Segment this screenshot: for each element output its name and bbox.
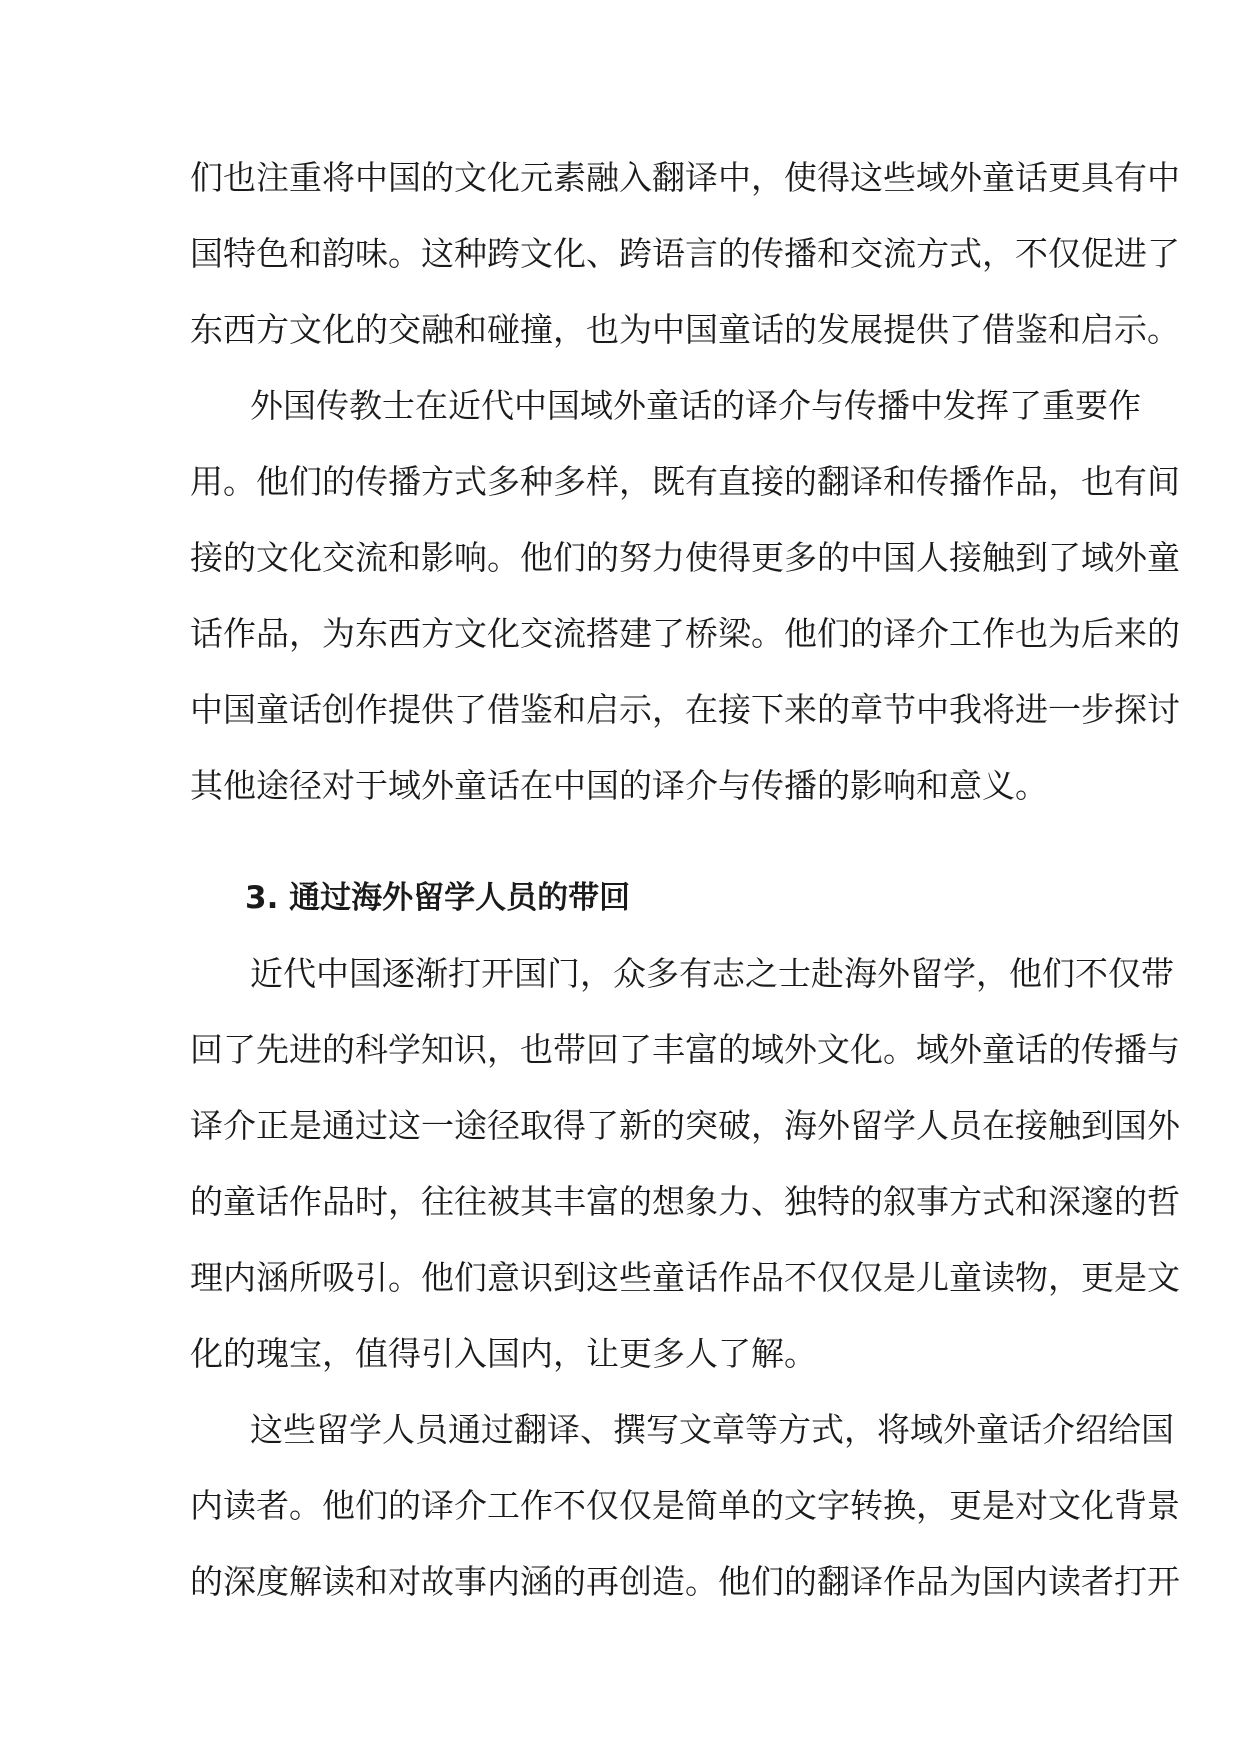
paragraph-line: 化的瑰宝，值得引入国内，让更多人了解。: [190, 1334, 817, 1373]
section-spacer: [190, 824, 1060, 860]
paragraph-line: 中国童话创作提供了借鉴和启示，在接下来的章节中我将进一步探讨: [190, 690, 1180, 729]
paragraph-line: 国特色和韵味。这种跨文化、跨语言的传播和交流方式，不仅促进了: [190, 234, 1180, 273]
paragraph-line: 接的文化交流和影响。他们的努力使得更多的中国人接触到了域外童: [190, 538, 1180, 577]
paragraph-line: 理内涵所吸引。他们意识到这些童话作品不仅仅是儿童读物，更是文: [190, 1258, 1180, 1297]
paragraph-line: 们也注重将中国的文化元素融入翻译中，使得这些域外童话更具有中: [190, 158, 1180, 197]
paragraph-line: 近代中国逐渐打开国门，众多有志之士赴海外留学，他们不仅带: [250, 954, 1174, 993]
paragraph-line: 回了先进的科学知识，也带回了丰富的域外文化。域外童话的传播与: [190, 1030, 1180, 1069]
paragraph-line: 这些留学人员通过翻译、撰写文章等方式，将域外童话介绍给国: [250, 1410, 1174, 1449]
paragraph-line: 用。他们的传播方式多种多样，既有直接的翻译和传播作品，也有间: [190, 462, 1180, 501]
document-page: [190, 140, 1180, 1620]
section-heading: 3. 通过海外留学人员的带回: [245, 880, 631, 916]
paragraph-overseas-students: [190, 936, 1180, 1392]
paragraph-line: 内读者。他们的译介工作不仅仅是简单的文字转换，更是对文化背景: [190, 1486, 1180, 1525]
paragraph-continuation: [190, 140, 1180, 368]
paragraph-line: 译介正是通过这一途径取得了新的突破，海外留学人员在接触到国外: [190, 1106, 1180, 1145]
paragraph-translation-work: [190, 1392, 1180, 1620]
paragraph-line: 的童话作品时，往往被其丰富的想象力、独特的叙事方式和深邃的哲: [190, 1182, 1180, 1221]
paragraph-line: 东西方文化的交融和碰撞，也为中国童话的发展提供了借鉴和启示。: [190, 310, 1180, 349]
paragraph-missionaries: [190, 368, 1180, 824]
paragraph-line: 其他途径对于域外童话在中国的译介与传播的影响和意义。: [190, 766, 1048, 805]
paragraph-line: 话作品，为东西方文化交流搭建了桥梁。他们的译介工作也为后来的: [190, 614, 1180, 653]
paragraph-line: 外国传教士在近代中国域外童话的译介与传播中发挥了重要作: [250, 386, 1141, 425]
paragraph-line: 的深度解读和对故事内涵的再创造。他们的翻译作品为国内读者打开: [190, 1562, 1180, 1601]
